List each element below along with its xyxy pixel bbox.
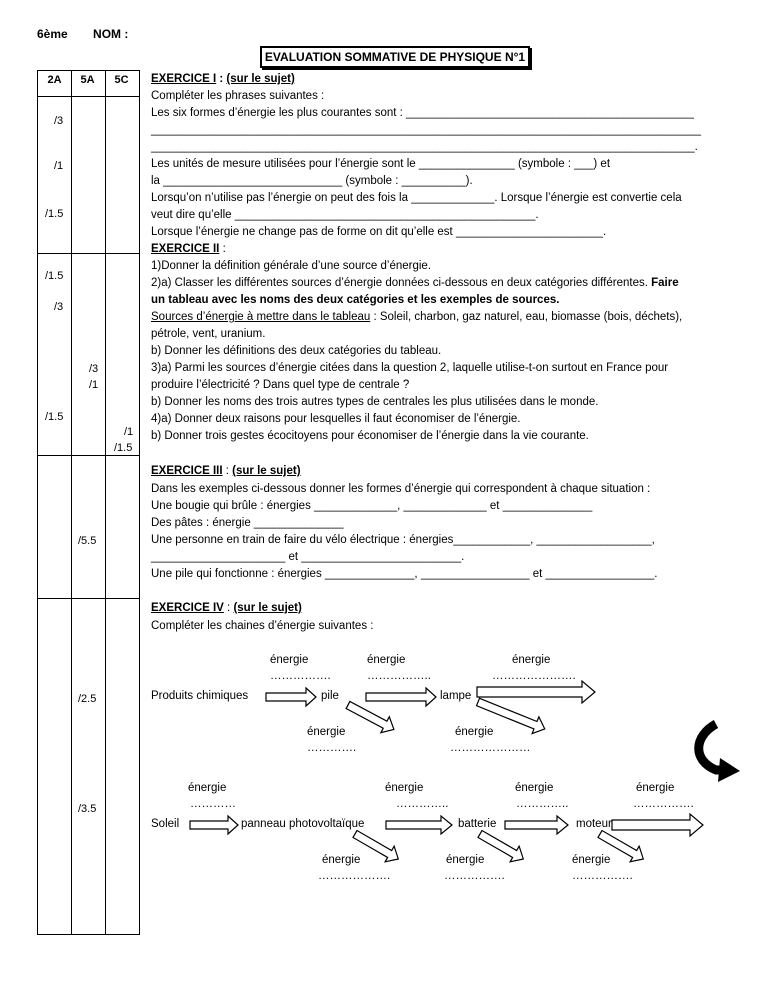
question: b) Donner les noms des trois autres types de centrales les plus utilisées dans le monde. <box>151 396 599 408</box>
text-line: Une pile qui fonctionne : énergies ______________, _________________ et _________________. <box>151 568 658 580</box>
energy-blank: ………………… <box>450 742 531 754</box>
text-line: _____________________ et _________________________. <box>151 551 465 563</box>
text-line: Des pâtes : énergie ______________ <box>151 517 344 529</box>
energy-blank: ……………. <box>572 870 633 882</box>
score-point: /1.5 <box>45 411 64 423</box>
arrow-diagonal-icon <box>596 826 648 867</box>
exercise-title: EXERCICE I <box>151 73 217 85</box>
question: b) Donner trois gestes écocitoyens pour économiser de l’énergie dans la vie courante. <box>151 430 589 442</box>
energy-label: énergie <box>572 854 611 866</box>
exercise-title: EXERCICE III <box>151 465 223 477</box>
score-point: /1 <box>54 160 64 172</box>
text-line: Les unités de mesure utilisées pour l’énergie sont le _______________ (symbole : ___) et <box>151 158 611 170</box>
col-header-2a: 2A <box>47 74 62 86</box>
text-line: Une personne en train de faire du vélo électrique : énergies____________, __________________, <box>151 534 655 546</box>
score-point: /3 <box>54 115 64 127</box>
question-text: 2)a) Classer les différentes sources d’énergie données ci-dessous en deux catégories différentes. <box>151 277 652 289</box>
separator: : <box>216 73 227 85</box>
energy-blank: ………….. <box>516 798 569 810</box>
energy-blank: ………….. <box>396 798 449 810</box>
energy-blank: …………. <box>307 742 357 754</box>
col-header-5a: 5A <box>80 74 95 86</box>
energy-blank: ……………. <box>633 798 694 810</box>
exercise-title: EXERCICE IV <box>151 602 224 614</box>
chain-item: Soleil <box>151 818 180 830</box>
score-point: /5.5 <box>78 535 97 547</box>
score-point: /1.5 <box>114 442 133 454</box>
energy-blank: ………………. <box>318 870 391 882</box>
score-point: /1.5 <box>45 270 64 282</box>
separator: : <box>222 465 233 477</box>
sources-label: Sources d’énergie à mettre dans le tableau <box>151 311 371 323</box>
arrow-diagonal-icon <box>475 694 549 738</box>
text-line: _____________________________________________________________________________________. <box>151 141 698 153</box>
curved-return-arrow-icon <box>699 724 740 782</box>
score-point: /2.5 <box>78 693 97 705</box>
sources-text: : Soleil, charbon, gaz naturel, eau, biomasse (bois, déchets), <box>370 311 683 323</box>
sources-line: pétrole, vent, uranium. <box>151 328 266 340</box>
name-label: NOM : <box>93 27 129 41</box>
text-line: la ____________________________ (symbole : __________). <box>151 175 473 187</box>
chain-item: lampe <box>440 690 472 702</box>
exercise-subtitle: (sur le sujet) <box>233 602 302 614</box>
question: 3)a) Parmi les sources d’énergie citées dans la question 2, laquelle utilise-t-on surtout en France pour <box>151 362 669 374</box>
instruction: Compléter les chaines d’énergie suivantes : <box>151 620 374 632</box>
question: 4)a) Donner deux raisons pour lesquelles il faut économiser de l’énergie. <box>151 413 521 425</box>
energy-label: énergie <box>455 726 494 738</box>
exercise-subtitle: (sur le sujet) <box>226 73 295 85</box>
arrow-right-icon <box>190 816 238 834</box>
arrow-diagonal-icon <box>351 826 403 867</box>
class-level: 6ème <box>37 27 68 41</box>
energy-label: énergie <box>636 782 675 794</box>
score-point: /3 <box>89 363 99 375</box>
arrow-right-icon <box>505 816 568 834</box>
energy-label: énergie <box>307 726 346 738</box>
exercise-subtitle: (sur le sujet) <box>232 465 301 477</box>
energy-label: énergie <box>367 654 406 666</box>
energy-blank: …………………. <box>492 670 576 682</box>
question: produire l’électricité ? Dans quel type de centrale ? <box>151 379 410 391</box>
arrow-right-icon <box>612 814 703 836</box>
chain-item: moteur <box>576 818 612 830</box>
score-point: /1 <box>124 426 134 438</box>
chain-item: Produits chimiques <box>151 690 249 702</box>
question-emphasis: un tableau avec les noms des deux catégories et les exemples de sources. <box>151 294 560 306</box>
energy-label: énergie <box>515 782 554 794</box>
score-point: /1 <box>89 379 99 391</box>
text-line: Lorsqu’on n’utilise pas l’énergie on peut des fois la _____________. Lorsque l’énergie est convertie cela <box>151 192 682 204</box>
text-line: Une bougie qui brûle : énergies _____________, _____________ et ______________ <box>151 500 593 512</box>
energy-label: énergie <box>512 654 551 666</box>
energy-blank: ………… <box>190 798 236 810</box>
score-point: /3 <box>54 301 64 313</box>
score-point: /3.5 <box>78 803 97 815</box>
energy-blank: ……………. <box>444 870 505 882</box>
col-header-5c: 5C <box>114 74 129 86</box>
question-emphasis: Faire <box>651 277 679 289</box>
arrow-right-icon <box>266 688 316 706</box>
text-line: Les six formes d’énergie les plus courantes sont : _____________________________________________ <box>151 107 694 119</box>
score-point: /1.5 <box>45 208 64 220</box>
question: b) Donner les définitions des deux catégories du tableau. <box>151 345 442 357</box>
text-line: Compléter les phrases suivantes : <box>151 90 325 102</box>
separator: : <box>223 602 234 614</box>
chain-item: batterie <box>458 818 497 830</box>
text-line: Lorsque l’énergie ne change pas de forme on dit qu’elle est _______________________. <box>151 226 607 238</box>
energy-blank: …………….. <box>367 670 431 682</box>
energy-label: énergie <box>188 782 227 794</box>
arrow-right-icon <box>386 816 452 834</box>
text-line: veut dire qu’elle _______________________________________________. <box>151 209 539 221</box>
arrow-right-icon <box>366 688 436 706</box>
separator: : <box>219 243 226 255</box>
text-line: Dans les exemples ci-dessous donner les formes d’énergie qui correspondent à chaque situation : <box>151 483 651 495</box>
arrow-diagonal-icon <box>344 697 398 737</box>
exercise-title: EXERCICE II <box>151 243 220 255</box>
energy-label: énergie <box>385 782 424 794</box>
text-line: ______________________________________________________________________________________ <box>151 124 702 136</box>
page-title: EVALUATION SOMMATIVE DE PHYSIQUE N°1 <box>260 46 530 68</box>
question: 1)Donner la définition générale d’une source d’énergie. <box>151 260 432 272</box>
chain-item: panneau photovoltaïque <box>241 818 365 830</box>
chain-item: pile <box>321 690 339 702</box>
energy-label: énergie <box>322 854 361 866</box>
energy-blank: ……………. <box>270 670 331 682</box>
arrow-diagonal-icon <box>476 826 528 867</box>
arrow-right-icon <box>477 681 595 703</box>
energy-label: énergie <box>270 654 309 666</box>
energy-label: énergie <box>446 854 485 866</box>
